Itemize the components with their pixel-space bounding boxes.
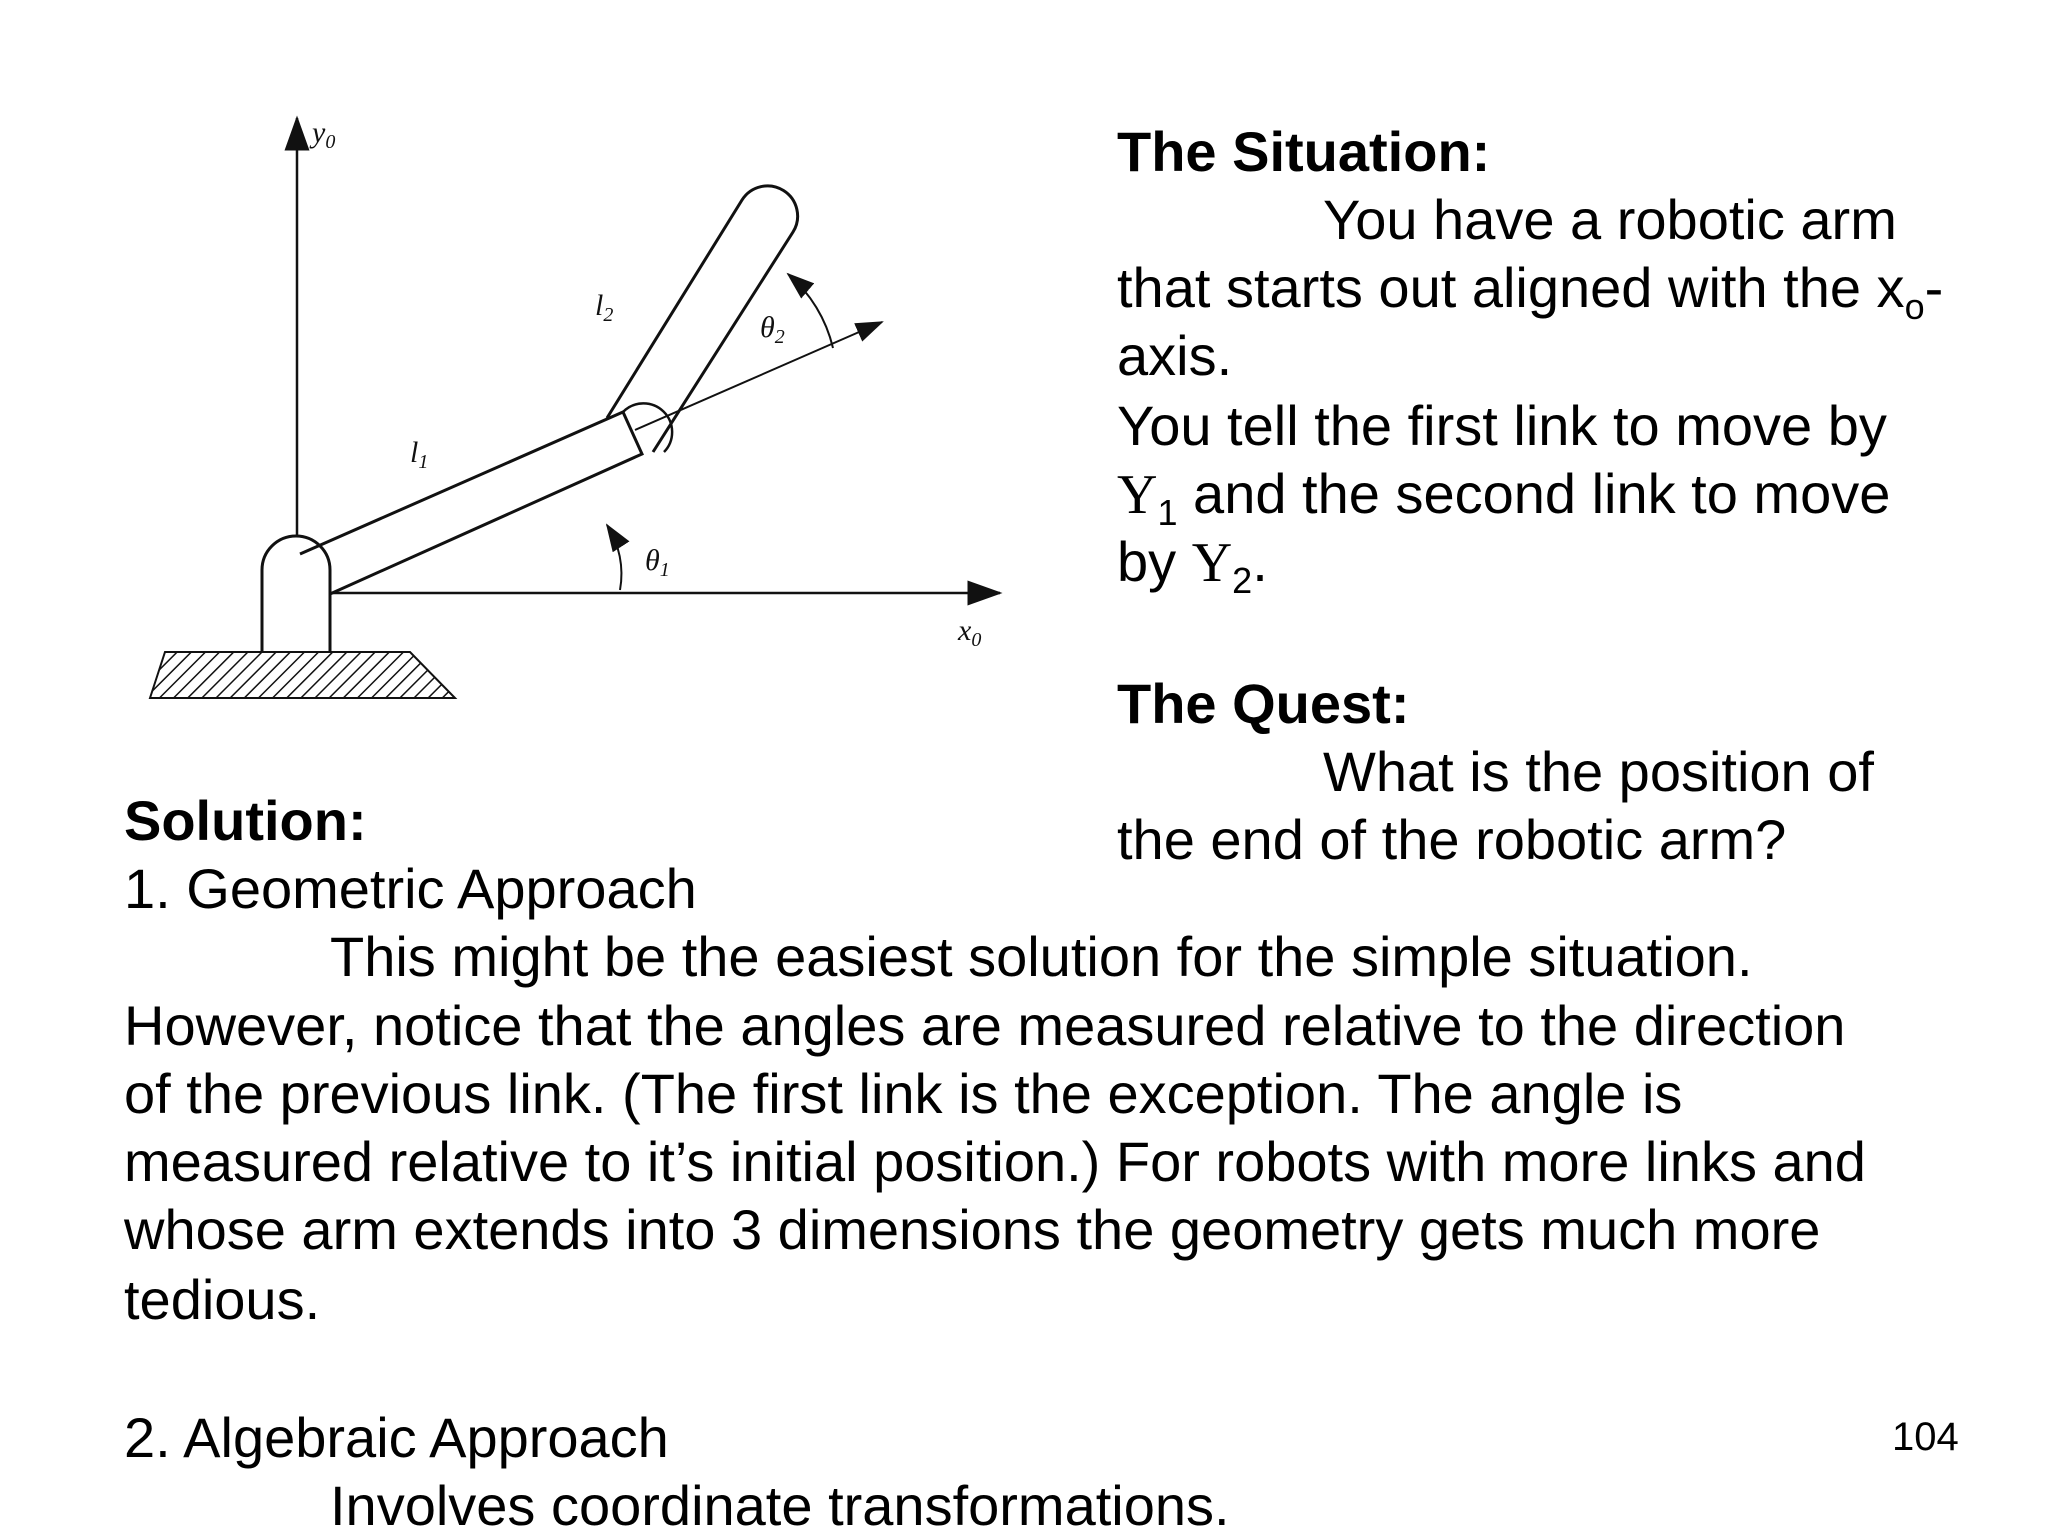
ground-hatch (150, 652, 455, 698)
link1-extension-line (635, 322, 882, 430)
solution-para-line-6: tedious. (124, 1268, 321, 1331)
link2-label: $l_2$ (595, 289, 614, 326)
x-axis-label: $x_0$ (958, 614, 982, 651)
situation-line-5-text: and the second link to move (1177, 462, 1891, 525)
solution-para-line-5: whose arm extends into 3 dimensions the geometry gets much more (124, 1198, 1821, 1261)
link1-label: $l_1$ (410, 436, 429, 473)
situation-line-1: You have a robotic arm (1323, 188, 1897, 251)
solution-para-line-1: This might be the easiest solution for the simple situation. (330, 925, 1753, 988)
solution-para-line-3: of the previous link. (The first link is the exception. The angle is (124, 1062, 1683, 1125)
theta1-arc (607, 525, 621, 590)
quest-line-1: What is the position of (1323, 740, 1874, 803)
solution-item-1: 1. Geometric Approach (124, 857, 697, 920)
situation-heading: The Situation: (1117, 120, 1491, 183)
situation-line-3: axis. (1117, 324, 1233, 387)
solution-item-2: 2. Algebraic Approach (124, 1406, 669, 1469)
upsilon-2-symbol: Υ (1191, 532, 1233, 594)
upsilon-1-symbol: Υ (1117, 464, 1158, 526)
quest-line-2: the end of the robotic arm? (1117, 808, 1787, 871)
robot-arm-diagram (120, 100, 1040, 750)
upsilon-2-sub: 2 (1232, 560, 1253, 601)
situation-line-4: You tell the first link to move by (1117, 394, 1887, 457)
solution-para-line-4: measured relative to it’s initial position.) For robots with more links and (124, 1130, 1866, 1193)
solution-item-2-description: Involves coordinate transformations. (330, 1474, 1230, 1536)
situation-line-5 (1117, 460, 1891, 533)
situation-line-2-sub: o (1904, 286, 1925, 327)
theta2-arc (788, 274, 833, 348)
theta1-label: $\theta_1$ (645, 544, 670, 581)
y-axis-label: $y_0$ (312, 116, 336, 153)
link-1 (300, 412, 642, 594)
solution-heading: Solution: (124, 789, 367, 852)
situation-line-6 (1117, 528, 1268, 601)
situation-line-2-dash: - (1924, 256, 1944, 319)
situation-line-2 (1117, 254, 1944, 327)
upsilon-1-sub: 1 (1157, 492, 1178, 533)
page-number: 104 (1892, 1415, 1959, 1459)
base-mount (262, 536, 330, 652)
situation-line-6-end: . (1252, 530, 1268, 593)
situation-line-6-text: by (1117, 530, 1192, 593)
situation-line-2-text: that starts out aligned with the x (1117, 256, 1905, 319)
solution-para-line-2: However, notice that the angles are measured relative to the direction (124, 994, 1846, 1057)
theta2-label: $\theta_2$ (760, 311, 785, 348)
quest-heading: The Quest: (1117, 672, 1410, 735)
